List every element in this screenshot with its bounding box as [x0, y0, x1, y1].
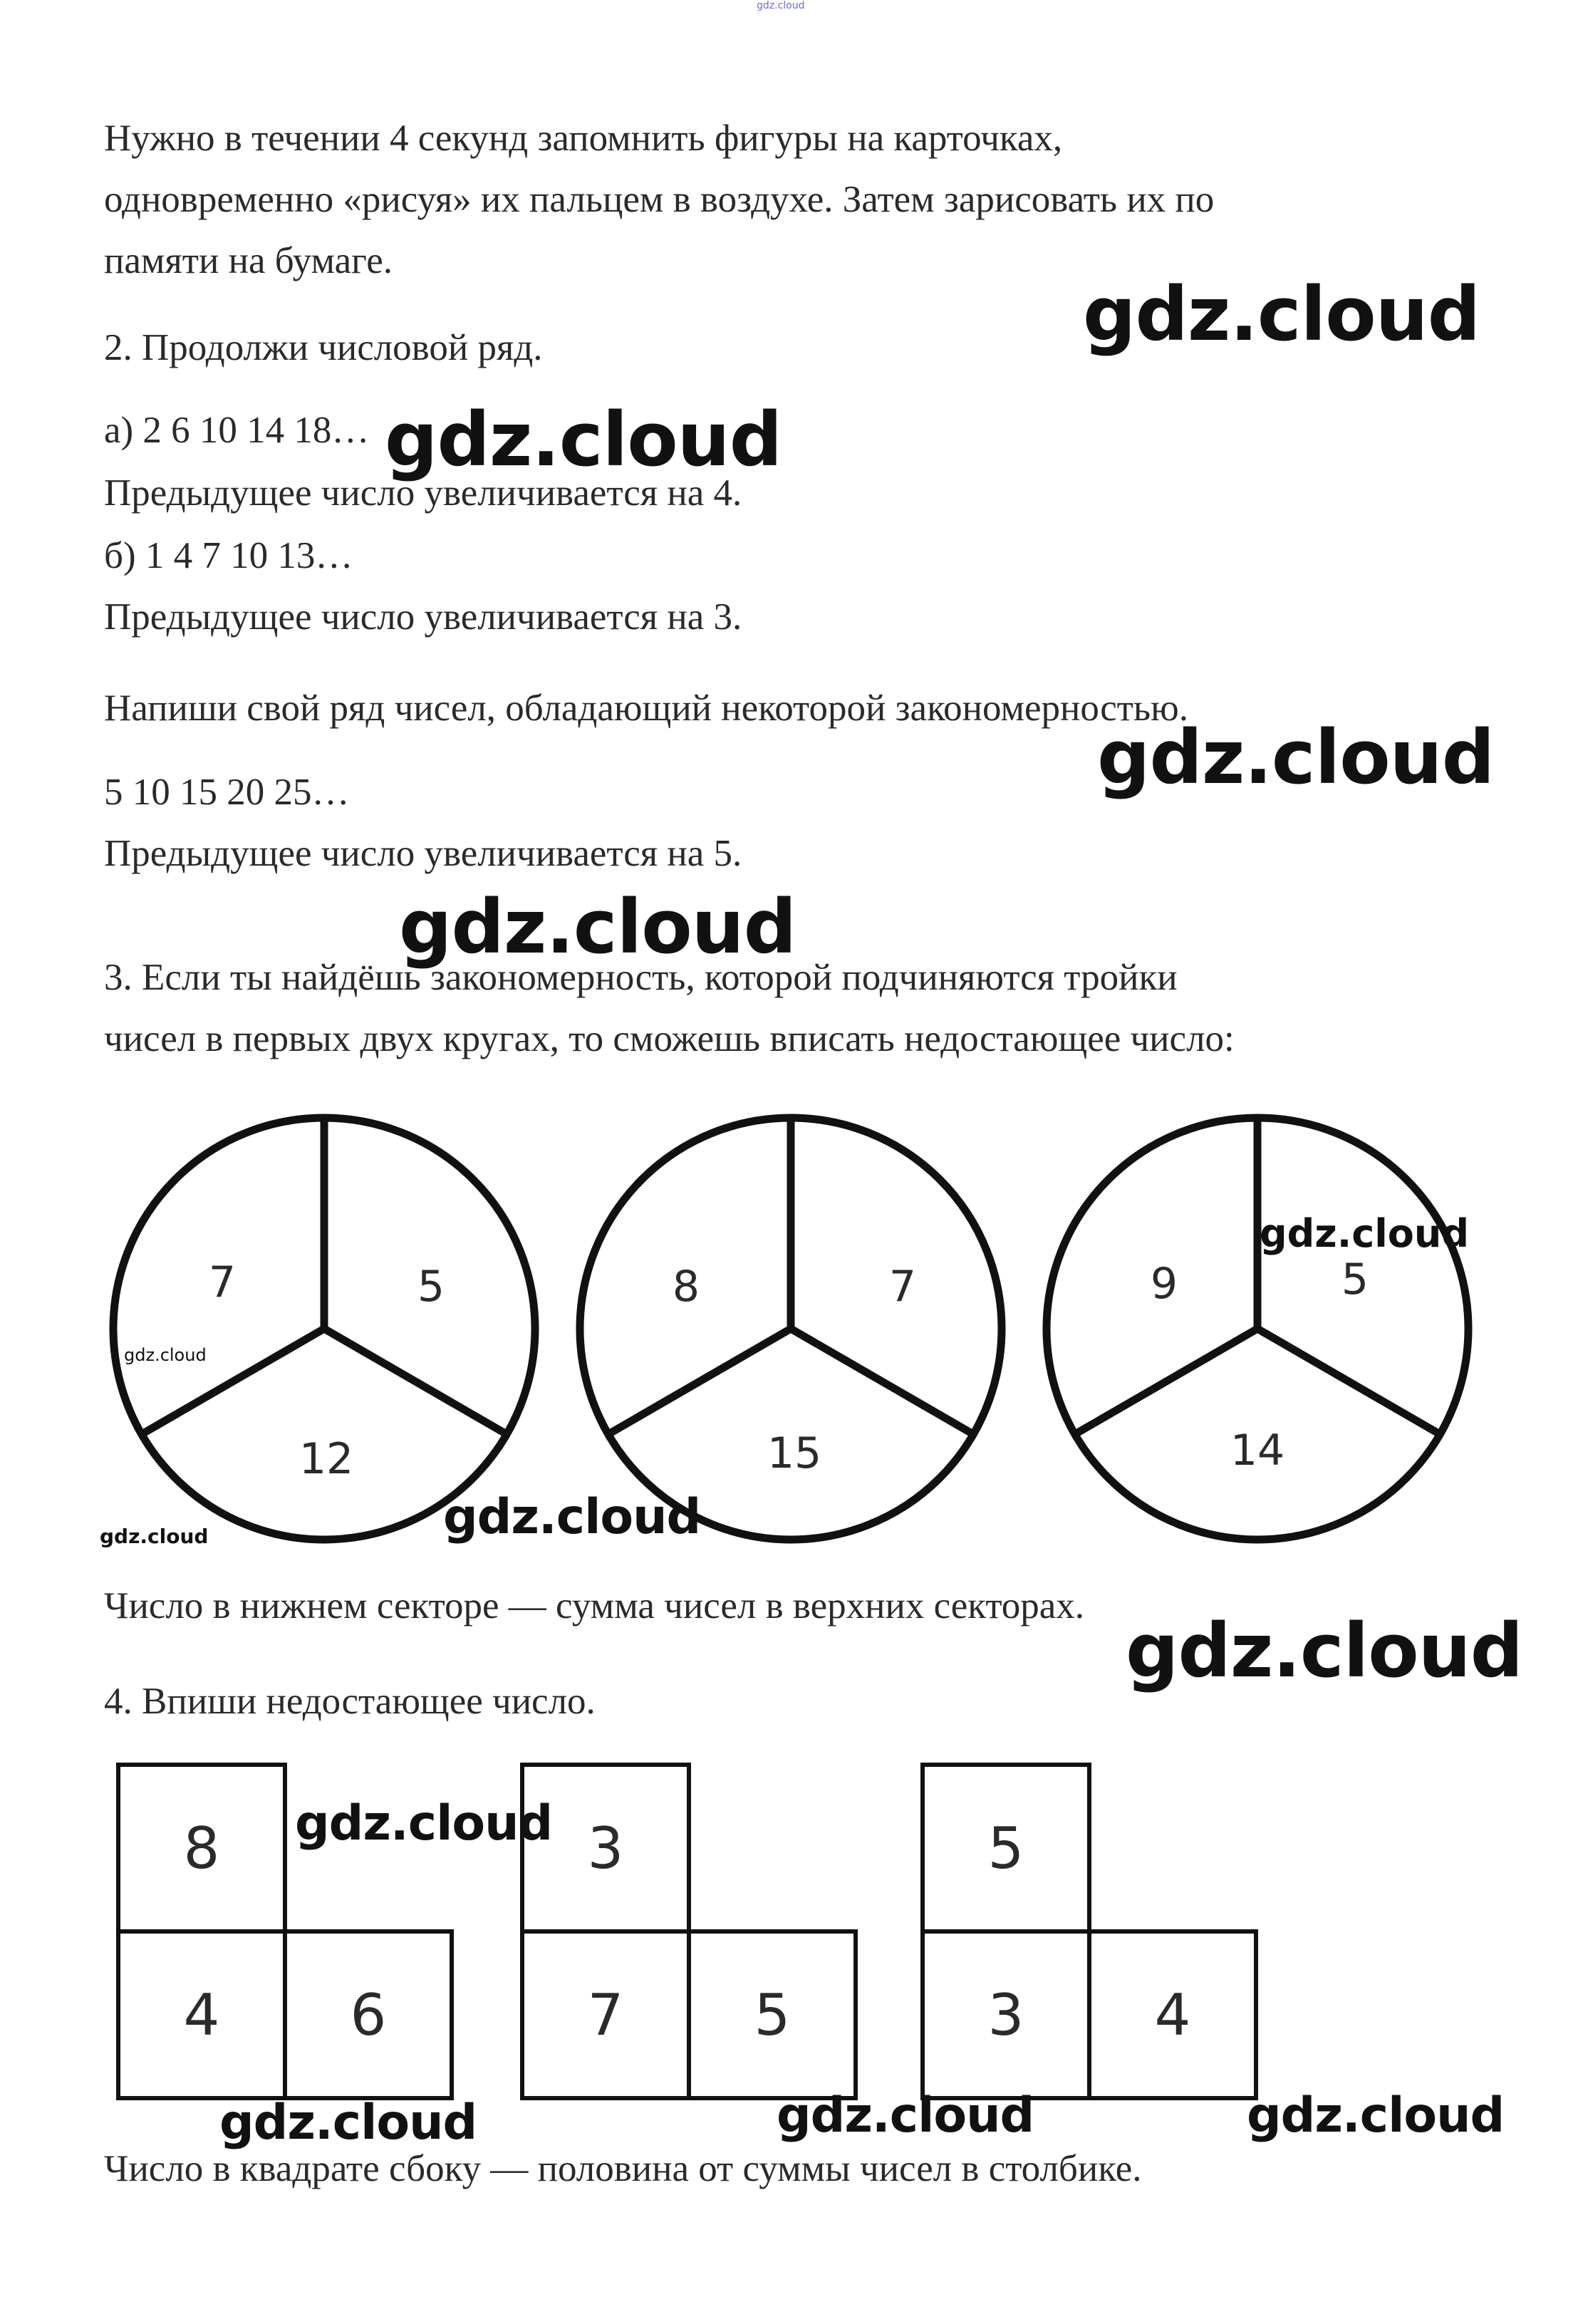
- grid-1-bottom-left: 4: [116, 1929, 287, 2100]
- circle-1-top-right: 5: [417, 1262, 445, 1312]
- circle-2-top-left: 8: [672, 1262, 700, 1312]
- circle-3-bottom: 14: [1230, 1426, 1285, 1475]
- task2-title: 2. Продолжи числовой ряд.: [104, 327, 543, 368]
- watermark: gdz.cloud: [1097, 714, 1495, 801]
- watermark-top: gdz.cloud: [757, 0, 805, 11]
- task4-title: 4. Впиши недостающее число.: [104, 1681, 596, 1722]
- grid-3-bottom-left: 3: [920, 1929, 1091, 2100]
- circle-1-top-left: 7: [208, 1257, 237, 1307]
- own-series-prompt: Напиши свой ряд чисел, обладающий некоторой закономерностью.: [104, 688, 1188, 729]
- task2-rule-b: Предыдущее число увеличивается на 3.: [104, 596, 742, 638]
- watermark: gdz.cloud: [443, 1489, 701, 1545]
- watermark: gdz.cloud: [1247, 2087, 1505, 2144]
- circle-diagram-1: [107, 1111, 541, 1546]
- grid-3-top: 5: [920, 1763, 1091, 1934]
- intro-line-3: памяти на бумаге.: [104, 240, 393, 281]
- circle-diagram-3: [1040, 1111, 1475, 1546]
- own-series: 5 10 15 20 25…: [104, 772, 350, 813]
- watermark: gdz.cloud: [777, 2087, 1034, 2144]
- intro-line-1: Нужно в течении 4 секунд запомнить фигуры на карточках,: [104, 118, 1063, 159]
- grid-1-top: 8: [116, 1763, 287, 1934]
- task3-line-1: 3. Если ты найдёшь закономерность, которой подчиняются тройки: [104, 957, 1178, 998]
- watermark: gdz.cloud: [1126, 1607, 1523, 1694]
- circle-3-top-left: 9: [1150, 1259, 1178, 1309]
- watermark: gdz.cloud: [399, 883, 796, 970]
- watermark: gdz.cloud: [1260, 1211, 1469, 1256]
- task4-answer: Число в квадрате сбоку — половина от суммы чисел в столбике.: [104, 2148, 1142, 2189]
- watermark: gdz.cloud: [219, 2095, 477, 2151]
- grid-1-bottom-right: 6: [283, 1929, 454, 2100]
- grid-2-bottom-right: 5: [687, 1929, 858, 2100]
- circle-diagram-2: [573, 1111, 1008, 1546]
- intro-line-2: одновременно «рисуя» их пальцем в воздухе. Затем зарисовать их по: [104, 179, 1215, 220]
- grid-3-bottom-right: 4: [1087, 1929, 1258, 2100]
- watermark: gdz.cloud: [295, 1795, 553, 1852]
- circle-2-top-right: 7: [888, 1262, 917, 1312]
- task2-series-a: а) 2 6 10 14 18…: [104, 410, 370, 451]
- watermark: gdz.cloud: [124, 1345, 207, 1365]
- watermark: gdz.cloud: [100, 1525, 209, 1548]
- circle-2-bottom: 15: [767, 1428, 822, 1478]
- task2-series-b: б) 1 4 7 10 13…: [104, 535, 353, 576]
- own-series-rule: Предыдущее число увеличивается на 5.: [104, 833, 742, 874]
- task3-answer: Число в нижнем секторе — сумма чисел в верхних секторах.: [104, 1585, 1085, 1627]
- task3-line-2: чисел в первых двух кругах, то сможешь вписать недостающее число:: [104, 1018, 1235, 1059]
- task2-rule-a: Предыдущее число увеличивается на 4.: [104, 472, 742, 514]
- grid-2-bottom-left: 7: [520, 1929, 691, 2100]
- grid-2-top: 3: [520, 1763, 691, 1934]
- circle-1-bottom: 12: [299, 1434, 354, 1484]
- circle-3-top-right: 5: [1341, 1255, 1369, 1304]
- watermark: gdz.cloud: [385, 396, 782, 483]
- watermark: gdz.cloud: [1083, 271, 1480, 358]
